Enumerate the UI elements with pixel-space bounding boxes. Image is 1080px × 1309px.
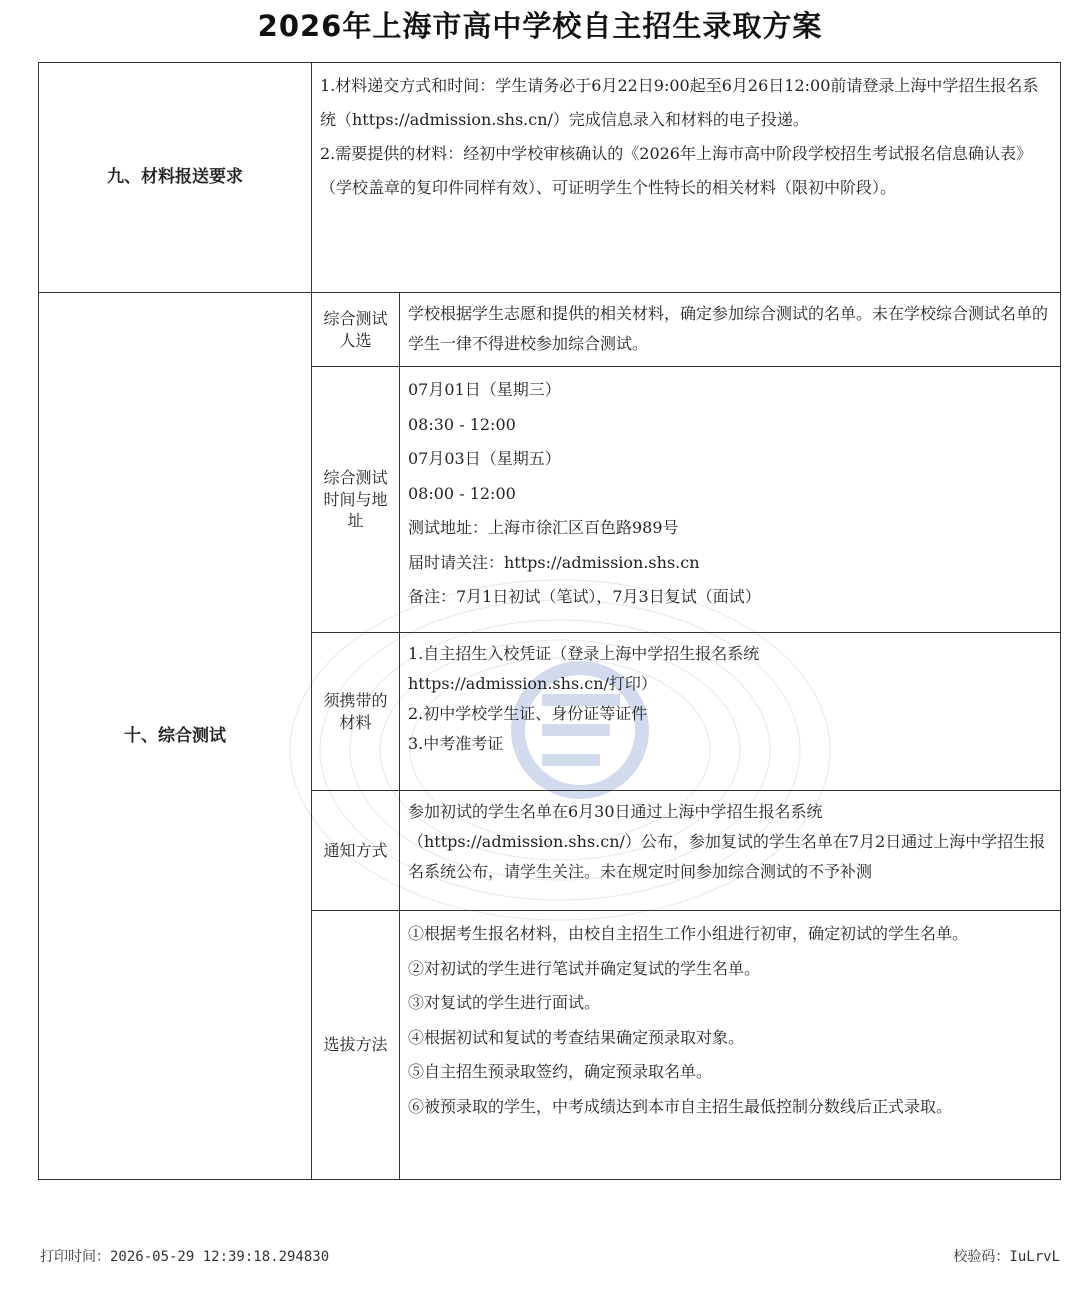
selection-line-6: ⑥被预录取的学生，中考成绩达到本市自主招生最低控制分数线后正式录取。 bbox=[408, 1096, 953, 1116]
schedule-line-6: 届时请关注：https://admission.shs.cn bbox=[408, 552, 700, 572]
candidates-label: 综合测试人选 bbox=[312, 293, 400, 367]
notification-line-1: 参加初试的学生名单在6月30日通过上海中学招生报名系统 bbox=[408, 802, 823, 821]
section9-item2: 2.需要提供的材料：经初中学校审核确认的《2026年上海市高中阶段学校招生考试报名信息确认表》（学校盖章的复印件同样有效）、可证明学生个性特长的相关材料（限初中阶段）。 bbox=[320, 144, 1032, 197]
page-title: 2026年上海市高中学校自主招生录取方案 bbox=[257, 9, 823, 43]
selection-line-5: ⑤自主招生预录取签约，确定预录取名单。 bbox=[408, 1062, 713, 1081]
section9-item1: 1.材料递交方式和时间：学生请务必于6月22日9:00起至6月26日12:00前请登录上海中学招生报名系统（https://admission.shs.cn/）完成信息录入和材料的电子投递。 bbox=[320, 76, 1039, 129]
materials-content bbox=[400, 633, 1061, 791]
verify-code: 校验码：IuLrvL bbox=[953, 1249, 1060, 1265]
selection-line-1: ①根据考生报名材料，由校自主招生工作小组进行初审，确定初试的学生名单。 bbox=[408, 924, 969, 943]
schedule-line-7: 备注：7月1日初试（笔试），7月3日复试（面试） bbox=[408, 587, 761, 606]
materials-line-4: 3.中考准考证 bbox=[408, 734, 504, 753]
schedule-line-2: 08:30 - 12:00 bbox=[408, 414, 516, 434]
section10-label: 十、综合测试 bbox=[39, 293, 312, 1180]
materials-label: 须携带的材料 bbox=[312, 633, 400, 791]
notification-content bbox=[400, 791, 1061, 911]
selection-label: 选拔方法 bbox=[312, 911, 400, 1180]
schedule-line-5: 测试地址：上海市徐汇区百色路989号 bbox=[408, 518, 679, 537]
materials-line-1: 1.自主招生入校凭证（登录上海中学招生报名系统 bbox=[408, 644, 760, 663]
schedule-line-1: 07月01日（星期三） bbox=[408, 380, 561, 399]
section9-label: 九、材料报送要求 bbox=[39, 63, 312, 293]
schedule-line-3: 07月03日（星期五） bbox=[408, 449, 561, 468]
selection-content bbox=[400, 911, 1061, 1180]
selection-line-2: ②对初试的学生进行笔试并确定复试的学生名单。 bbox=[408, 958, 761, 978]
candidates-line-1: 学校根据学生志愿和提供的相关材料，确定参加综合测试的名单。未在学校综合测试名单的学生一律不得进校参加综合测试。 bbox=[408, 304, 1049, 353]
candidates-content bbox=[400, 293, 1061, 367]
print-time: 打印时间：2026-05-29 12:39:18.294830 bbox=[40, 1249, 330, 1265]
selection-line-3: ③对复试的学生进行面试。 bbox=[408, 993, 601, 1012]
schedule-label: 综合测试时间与地址 bbox=[312, 367, 400, 633]
materials-line-3: 2.初中学校学生证、身份证等证件 bbox=[408, 704, 648, 723]
admission-plan-table bbox=[38, 62, 1061, 1180]
schedule-content bbox=[400, 367, 1061, 633]
section9-content bbox=[312, 63, 1061, 293]
schedule-line-4: 08:00 - 12:00 bbox=[408, 483, 516, 503]
selection-line-4: ④根据初试和复试的考查结果确定预录取对象。 bbox=[408, 1027, 745, 1047]
notification-line-2: （https://admission.shs.cn/）公布，参加复试的学生名单在7月2日通过上海中学招生报名系统公布，请学生关注。未在规定时间参加综合测试的不予补测 bbox=[408, 832, 1046, 881]
notification-label: 通知方式 bbox=[312, 791, 400, 911]
materials-line-2: https://admission.shs.cn/打印） bbox=[408, 674, 657, 693]
